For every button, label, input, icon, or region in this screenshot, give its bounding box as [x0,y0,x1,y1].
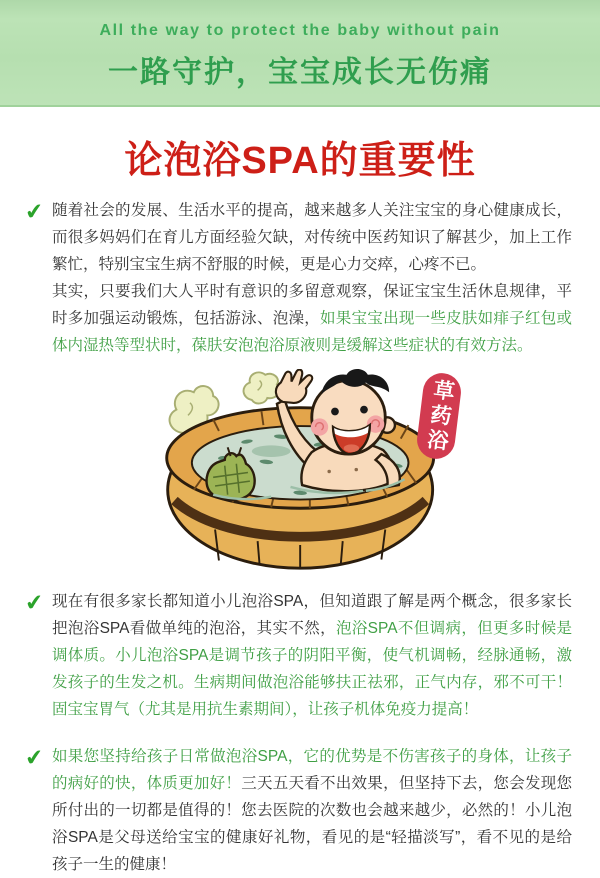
paragraph-2-block-1 [52,588,572,723]
paragraph-1-block-1 [52,197,572,278]
baby-cheek-left [311,418,328,435]
text-segment: 三天五天看不出效果，但坚持下去，您会发现您所付出的一切都是值得的！您去医院的次数也会越来越少，必然的！小儿泡浴SPA是父母送给宝宝的健康好礼物，看见的是“轻描淡写”，看不见的是给孩子一生的健康！ [52,775,572,873]
bath-cartoon [150,369,460,574]
text-segment: 随着社会的发展、生活水平的提高，越来越多人关注宝宝的身心健康成长，而很多妈妈们在育儿方面经验欠缺，对传统中医药知识了解甚少，加上工作繁忙，特别宝宝生病不舒服的时候，更是心力交瘁，心疼不已。 [52,202,572,273]
text-segment-highlight: 如果宝宝出现一些皮肤如痱子红包或体内湿热等型状时，葆肤安泡泡浴原液则是缓解这些症状的有效方法。 [52,310,572,354]
paragraph-1-block-2 [52,278,572,359]
check-icon: ✔ [23,198,45,225]
bath-illustration [0,369,600,574]
header-banner [0,0,600,107]
text-segment: 现在有很多家长都知道小儿泡浴SPA，但知道跟了解是两个概念，很多家长把泡浴SPA看做单纯的泡浴，其实不然， [52,593,572,637]
text-segment: 其实，只要我们大人平时有意识的多留意观察，保证宝宝生活休息规律，平时多加强运动锻炼，包括游泳、泡澡， [52,283,572,327]
text-segment-highlight: 如果您坚持给孩子日常做泡浴SPA，它的优势是不伤害孩子的身体，让孩子的病好的快，体质更加好！ [52,748,572,792]
text-segment-highlight: 泡浴SPA不但调病，但更多时候是调体质。小儿泡浴SPA是调节孩子的阴阳平衡，使气机调畅，经脉通畅，激发孩子的生发之机。生病期间做泡浴能够扶正祛邪，正气内存，邪不可干！固宝宝胃气（尤其是用抗生素期间），让孩子机体免疫力提高！ [52,620,572,718]
check-icon: ✔ [23,744,45,771]
paragraph-3 [23,743,572,878]
header-slogan-zh: 一路守护，宝宝成长无伤痛 [108,56,492,89]
paragraph-3-block-1 [52,743,572,878]
header-slogan-en: All the way to protect the baby without pain [99,22,501,39]
stamp-text: 草药浴 [423,377,456,455]
page-title: 论泡浴SPA的重要性 [124,140,476,182]
baby-hand [276,370,312,403]
paragraph-2 [23,588,572,723]
check-icon: ✔ [23,589,45,616]
paragraph-1 [23,197,572,359]
